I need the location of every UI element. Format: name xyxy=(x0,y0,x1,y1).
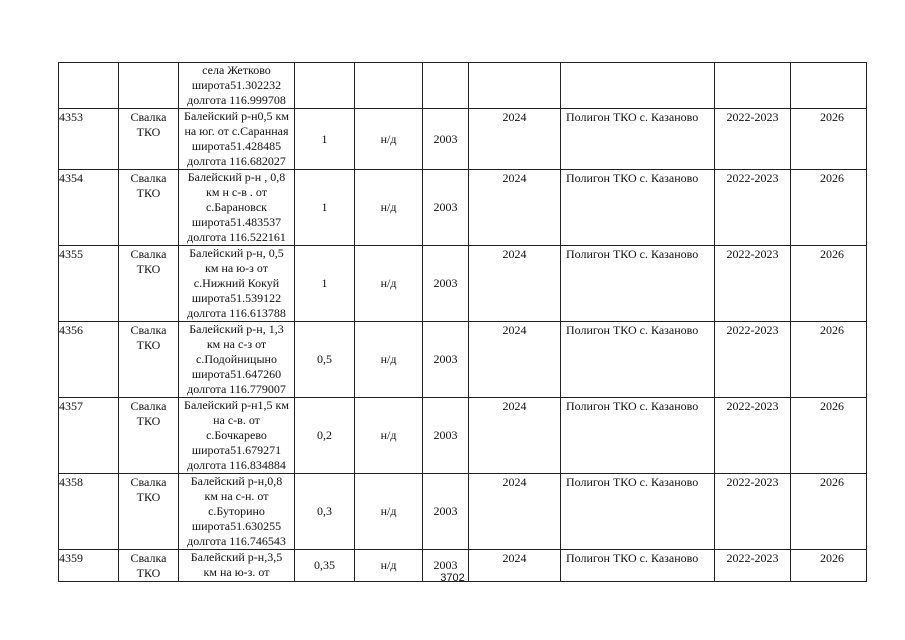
cell-period xyxy=(715,63,791,109)
cell-year: 2003 xyxy=(423,550,469,582)
location-line: Свалка xyxy=(130,247,167,261)
location-line: долгота 116.682027 xyxy=(187,154,286,168)
location-line: ТКО xyxy=(136,186,161,200)
location-line: долгота 116.746543 xyxy=(187,534,286,548)
cell-polygon: Полигон ТКО с. Казаново xyxy=(561,109,715,170)
location-line: с.Подойницыно xyxy=(196,352,277,366)
cell-number: 4354 xyxy=(59,170,119,246)
cell-location xyxy=(179,246,295,322)
location-line: Балейский р-н , 0,8 xyxy=(187,170,286,184)
cell-volume xyxy=(355,63,423,109)
location-line: долгота 116.779007 xyxy=(187,382,286,396)
cell-polygon: Полигон ТКО с. Казаново xyxy=(561,246,715,322)
cell-object xyxy=(119,398,179,474)
cell-object xyxy=(119,246,179,322)
location-line: широта51.630255 xyxy=(191,519,282,533)
table-row xyxy=(59,398,867,474)
cell-area xyxy=(295,63,355,109)
location-line: Свалка xyxy=(130,110,167,124)
cell-polygon: Полигон ТКО с. Казаново xyxy=(561,474,715,550)
cell-polygon xyxy=(561,63,715,109)
cell-number: 4357 xyxy=(59,398,119,474)
cell-plan-year: 2024 xyxy=(469,246,561,322)
cell-area: 1 xyxy=(295,109,355,170)
cell-location xyxy=(179,170,295,246)
landfill-table xyxy=(58,62,867,582)
location-line: км на ю-з от xyxy=(205,261,268,275)
location-line: на с-в. от xyxy=(213,413,260,427)
table-row xyxy=(59,109,867,170)
cell-year: 2003 xyxy=(423,170,469,246)
cell-polygon: Полигон ТКО с. Казаново xyxy=(561,322,715,398)
location-line: Свалка xyxy=(130,475,167,489)
cell-volume: н/д xyxy=(355,322,423,398)
cell-area: 1 xyxy=(295,246,355,322)
location-line: Свалка xyxy=(130,323,167,337)
location-line: ТКО xyxy=(136,262,161,276)
location-line: Балейский р-н,3,5 xyxy=(190,550,283,564)
table-row xyxy=(59,474,867,550)
location-line: Балейский р-н, 0,5 xyxy=(189,246,284,260)
table-body xyxy=(59,63,867,582)
cell-plan-year: 2024 xyxy=(469,322,561,398)
location-line: широта51.428485 xyxy=(191,139,282,153)
cell-year: 2003 xyxy=(423,322,469,398)
cell-area: 1 xyxy=(295,170,355,246)
cell-period: 2022-2023 xyxy=(715,322,791,398)
cell-year xyxy=(423,63,469,109)
cell-area: 0,5 xyxy=(295,322,355,398)
cell-area: 0,35 xyxy=(295,550,355,582)
cell-location xyxy=(179,398,295,474)
cell-location xyxy=(179,322,295,398)
location-line: Балейский р-н, 1,3 xyxy=(189,322,284,336)
table-row xyxy=(59,322,867,398)
location-line: ТКО xyxy=(136,566,161,580)
location-line: на юг. от с.Саранная xyxy=(184,124,289,138)
location-line: км на с-з от xyxy=(206,337,267,351)
cell-object xyxy=(119,170,179,246)
cell-location xyxy=(179,109,295,170)
table-row xyxy=(59,246,867,322)
cell-end-year: 2026 xyxy=(791,170,867,246)
cell-polygon: Полигон ТКО с. Казаново xyxy=(561,170,715,246)
cell-year: 2003 xyxy=(423,109,469,170)
cell-end-year xyxy=(791,63,867,109)
page-number: 3702 xyxy=(440,572,465,584)
cell-area: 0,2 xyxy=(295,398,355,474)
location-line: с.Барановск xyxy=(205,200,268,214)
cell-polygon: Полигон ТКО с. Казаново xyxy=(561,398,715,474)
cell-number: 4353 xyxy=(59,109,119,170)
cell-volume: н/д xyxy=(355,398,423,474)
location-line: с.Буторино xyxy=(208,504,265,518)
cell-period: 2022-2023 xyxy=(715,170,791,246)
cell-number: 4356 xyxy=(59,322,119,398)
cell-number: 4358 xyxy=(59,474,119,550)
cell-year: 2003 xyxy=(423,474,469,550)
location-line: долгота 116.834884 xyxy=(187,458,286,472)
cell-number xyxy=(59,63,119,109)
cell-end-year: 2026 xyxy=(791,474,867,550)
location-line: широта51.647260 xyxy=(191,367,282,381)
cell-end-year: 2026 xyxy=(791,246,867,322)
location-line: широта51.679271 xyxy=(191,443,282,457)
cell-period: 2022-2023 xyxy=(715,109,791,170)
location-line: Свалка xyxy=(130,171,167,185)
location-line: долгота 116.613788 xyxy=(187,306,286,320)
cell-volume: н/д xyxy=(355,170,423,246)
location-line: с.Бочкарево xyxy=(206,428,267,442)
cell-location xyxy=(179,474,295,550)
cell-object xyxy=(119,322,179,398)
cell-object xyxy=(119,63,179,109)
location-line: ТКО xyxy=(136,490,161,504)
cell-volume: н/д xyxy=(355,550,423,582)
location-line: Балейский р-н0,5 км xyxy=(184,109,289,123)
location-line: широта51.483537 xyxy=(191,215,282,229)
location-line: с.Нижний Кокуй xyxy=(193,276,280,290)
location-line: долгота 116.999708 xyxy=(187,93,286,107)
location-line: широта51.539122 xyxy=(191,291,282,305)
cell-plan-year xyxy=(469,63,561,109)
location-line: ТКО xyxy=(136,125,161,139)
cell-volume: н/д xyxy=(355,474,423,550)
cell-object xyxy=(119,474,179,550)
cell-plan-year: 2024 xyxy=(469,398,561,474)
cell-area: 0,3 xyxy=(295,474,355,550)
location-line: Балейский р-н,0,8 xyxy=(190,474,283,488)
cell-period: 2022-2023 xyxy=(715,474,791,550)
location-line: широта51.302232 xyxy=(191,78,282,92)
cell-period: 2022-2023 xyxy=(715,398,791,474)
cell-polygon: Полигон ТКО с. Казаново xyxy=(561,550,715,582)
location-line: Свалка xyxy=(130,551,167,565)
location-line: км на ю-з. от xyxy=(203,565,270,579)
cell-number: 4359 xyxy=(59,550,119,582)
location-line: ТКО xyxy=(136,414,161,428)
location-line: км н с-в . от xyxy=(206,185,267,199)
cell-number: 4355 xyxy=(59,246,119,322)
table-row-continued xyxy=(59,63,867,109)
cell-year: 2003 xyxy=(423,246,469,322)
location-line: ТКО xyxy=(136,338,161,352)
cell-end-year: 2026 xyxy=(791,550,867,582)
location-line: Свалка xyxy=(130,399,167,413)
cell-volume: н/д xyxy=(355,246,423,322)
location-line: долгота 116.522161 xyxy=(187,230,286,244)
cell-year: 2003 xyxy=(423,398,469,474)
cell-end-year: 2026 xyxy=(791,322,867,398)
cell-plan-year: 2024 xyxy=(469,550,561,582)
location-line: км на с-н. от xyxy=(204,489,269,503)
cell-location xyxy=(179,63,295,109)
table-row xyxy=(59,170,867,246)
cell-end-year: 2026 xyxy=(791,398,867,474)
cell-end-year: 2026 xyxy=(791,109,867,170)
cell-volume: н/д xyxy=(355,109,423,170)
cell-object xyxy=(119,109,179,170)
cell-plan-year: 2024 xyxy=(469,109,561,170)
cell-plan-year: 2024 xyxy=(469,170,561,246)
cell-period: 2022-2023 xyxy=(715,550,791,582)
location-line: села Жетково xyxy=(202,63,271,77)
cell-period: 2022-2023 xyxy=(715,246,791,322)
location-line: Балейский р-н1,5 км xyxy=(184,398,289,412)
cell-plan-year: 2024 xyxy=(469,474,561,550)
